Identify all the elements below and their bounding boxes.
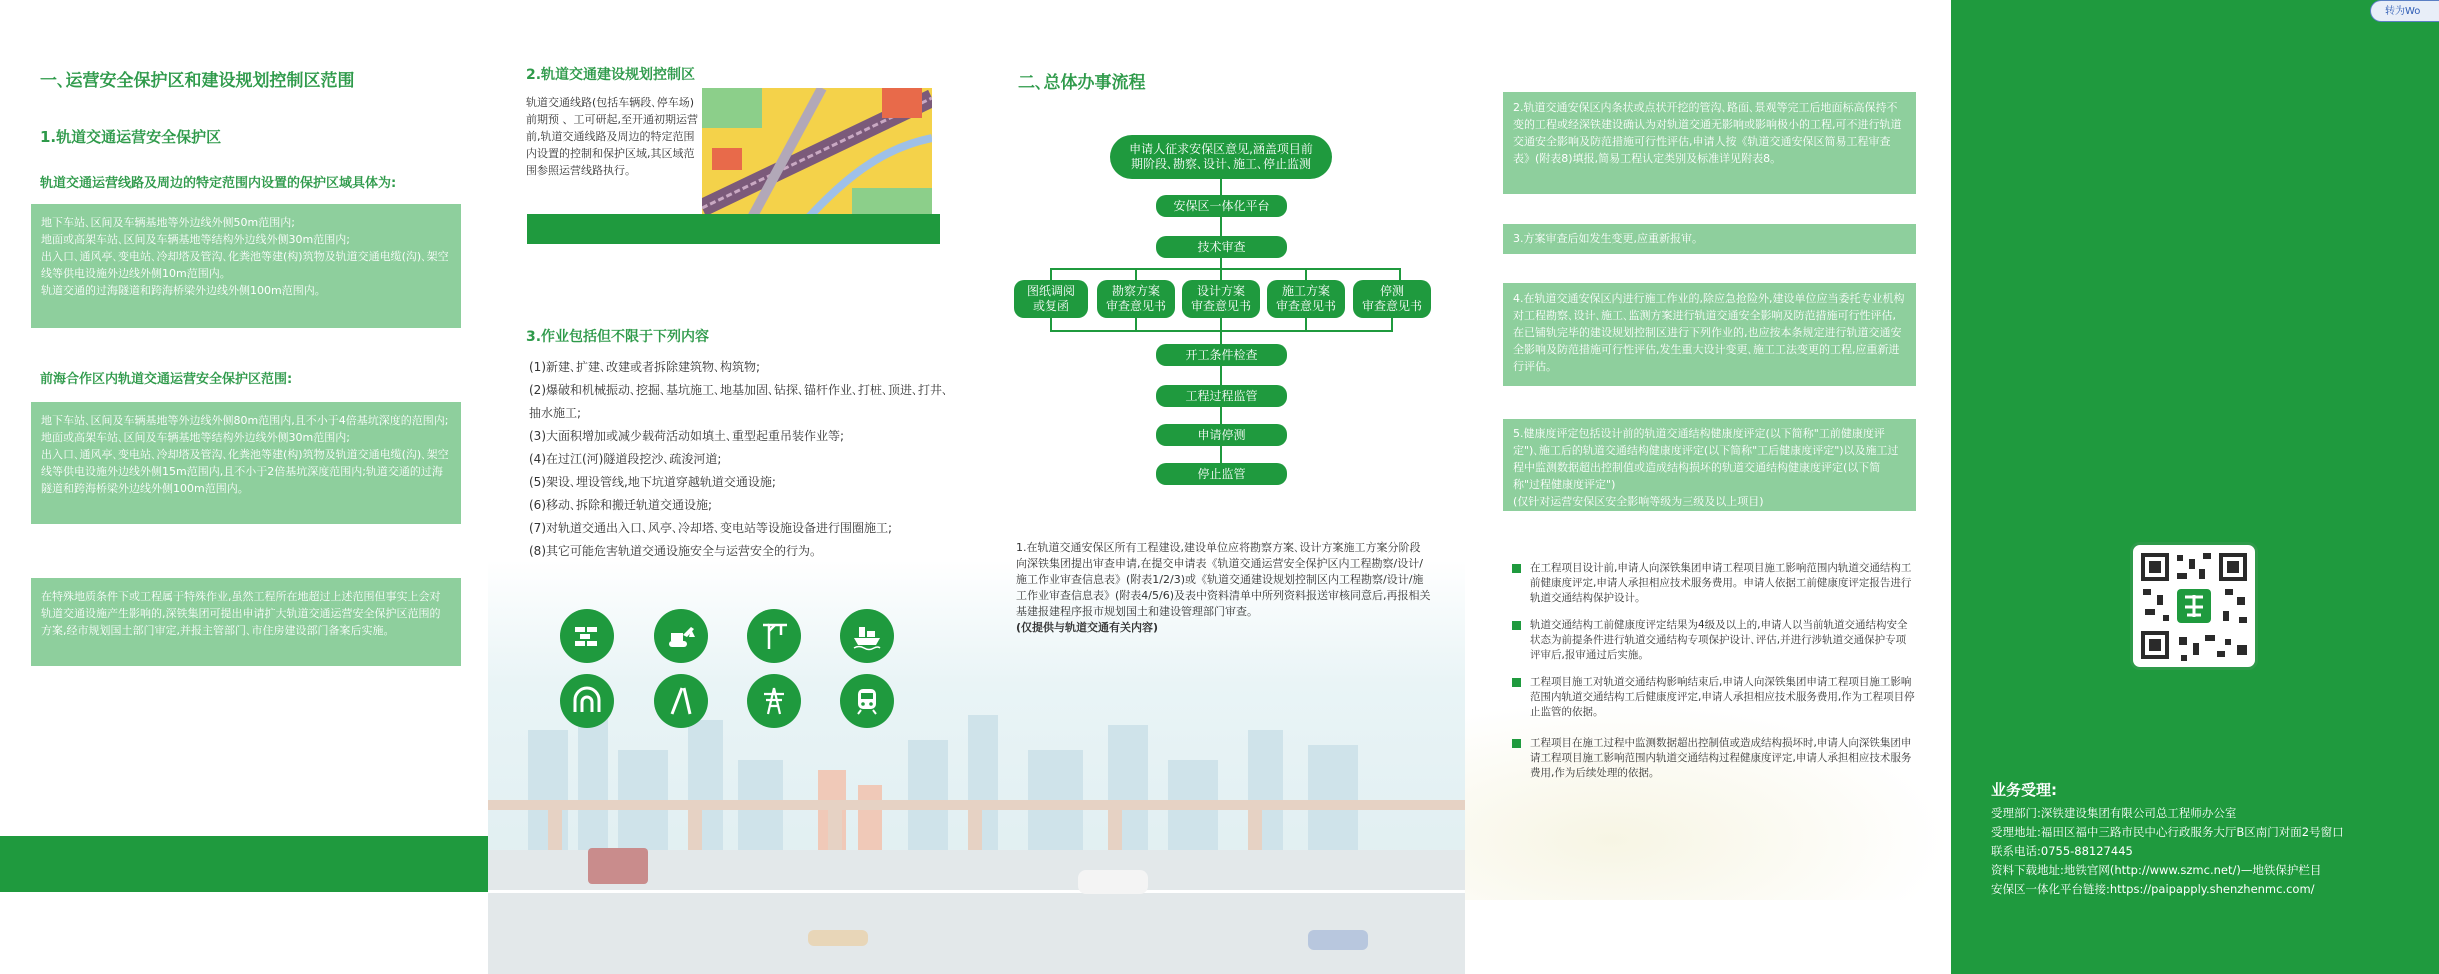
flow-connector	[1220, 217, 1222, 236]
qr-code-icon	[2133, 545, 2255, 667]
change-review-box	[1503, 224, 1916, 254]
section-1-heading: 一､运营安全保护区和建设规划控制区范围	[40, 71, 355, 91]
flow-tech-review: 技术审查	[1156, 236, 1287, 258]
subsection-3-title: 3.作业包括但不限于下列内容	[526, 329, 710, 345]
health-assessment-box	[1503, 419, 1916, 511]
flow-branch-survey: 勘察方案 审查意见书	[1097, 280, 1175, 318]
bullet-square-icon	[1512, 678, 1521, 687]
work-item: (8)其它可能危害轨道交通设施安全与运营安全的行为。	[529, 544, 823, 558]
crane-icon	[747, 609, 801, 663]
panel2-green-bar	[527, 214, 940, 244]
special-condition-box	[31, 578, 461, 666]
box-text: 4.在轨道交通安保区内进行施工作业的,除应急抢险外,建设单位应当委托专业机构对工程勘察､设计､施工､监测方案进行轨道交通安全影响及防范措施可行性评估,在已铺轨完毕的建设规划控制区进行下列作业的,也应按本条规定进行轨道交通安全影响及防范措施可行性评估,发生重大设计变更､施工工法变更的工程,应重新进行评估。	[1513, 292, 1905, 373]
bullet-square-icon	[1512, 564, 1521, 573]
list-item	[1530, 561, 1915, 606]
box2-line: 地下车站､区间及车辆基地等外边线外侧80m范围内,且不小于4倍基坑深度的范围内;	[41, 414, 449, 427]
process-note-bold: (仅提供与轨道交通有关内容)	[1016, 621, 1159, 634]
flow-connector	[1220, 446, 1222, 463]
process-note-text: 1.在轨道交通安保区所有工程建设,建设单位应将勘察方案､设计方案施工方案分阶段向深铁集团提出审查申请,在提交申请表《轨道交通运营安全保护区内工程勘察/设计/施工作业审查信息表》(附表1/2/3)或《轨道交通建设规划控制区内工程勘察/设计/施工作业审查信息表》(附表4/5/6)及表中资料清单中所列资料报送审核同意后,再报相关基建报建程序报市规划国土和建设管理部门审查。	[1016, 541, 1431, 618]
box1-line: 地面或高架车站､区间及车辆基地等结构外边线外侧30m范围内;	[41, 233, 350, 246]
city-skyline-illustration	[488, 690, 1465, 974]
panel1-bottom-band	[0, 836, 488, 892]
flow-branch-drawing: 图纸调阅 或复函	[1014, 280, 1088, 318]
box1-line: 出入口､通风亭､变电站､冷却塔及管沟､化粪池等建(构)筑物及轨道交通电缆(沟)､架空线等供电设施外边线外侧10m范围内。	[41, 250, 449, 280]
protection-range-box	[31, 204, 461, 328]
flow-connector	[1220, 179, 1222, 195]
work-item: (7)对轨道交通出入口､风亭､冷却塔､变电站等设施设备进行围圈施工;	[529, 521, 893, 535]
flow-connector	[1305, 318, 1307, 330]
contact-platform-link[interactable]: 安保区一体化平台链接:https://paipapply.shenzhenmc.com/	[1991, 882, 2315, 896]
flow-connector	[1050, 268, 1052, 280]
flow-branch-bar	[1050, 268, 1400, 270]
flow-connector	[1399, 268, 1401, 280]
flow-connector	[1135, 318, 1137, 330]
contact-lines	[1991, 804, 2431, 899]
list-item-text: 工程项目施工对轨道交通结构影响结束后,申请人向深铁集团申请工程项目施工影响范围内轨道交通结构工后健康度评定,申请人承担相应技术服务费用,作为工程项目停止监管的依据。	[1530, 676, 1915, 718]
flow-start: 申请人征求安保区意见,涵盖项目前期阶段､勘察､设计､施工､停止监测	[1110, 135, 1332, 179]
section-2-heading: 二､总体办事流程	[1018, 73, 1146, 93]
flow-branch-construction: 施工方案 审查意见书	[1267, 280, 1345, 318]
contact-download[interactable]: 资料下载地址:地铁官网(http://www.szmc.net/)—地铁保护栏目	[1991, 863, 2322, 877]
box1-line: 轨道交通的过海隧道和跨海桥梁外边线外侧100m范围内。	[41, 284, 326, 297]
box1-line: 地下车站､区间及车辆基地等外边线外侧50m范围内;	[41, 216, 295, 229]
subsection-1-title: 1.轨道交通运营安全保护区	[40, 128, 222, 146]
subsection-1-desc: 轨道交通运营线路及周边的特定范围内设置的保护区域具体为:	[40, 176, 397, 191]
work-item: (2)爆破和机械振动､挖掘､基坑施工､地基加固､钻探､锚杆作业､打桩､顶进､打井､抽水施工;	[529, 383, 949, 420]
tunnel-icon	[560, 674, 614, 728]
flow-branch-stop-test: 停测 审查意见书	[1353, 280, 1431, 318]
contact-title: 业务受理:	[1991, 781, 2057, 799]
contact-phone: 联系电话:0755-88127445	[1991, 844, 2133, 858]
list-item-text: 在工程项目设计前,申请人向深铁集团申请工程项目施工影响范围内轨道交通结构工前健康度评定,申请人承担相应技术服务费用。申请人依据工前健康度评定报告进行轨道交通结构保护设计。	[1530, 562, 1912, 604]
box-text: 2.轨道交通安保区内条状或点状开挖的管沟､路面､景观等完工后地面标高保持不变的工程或经深铁建设确认为对轨道交通无影响或影响极小的工程,可不进行轨道交通安全影响及防范措施可行性评估,申请人按《轨道交通安保区简易工程审查表》(附表8)填报,简易工程认定类别及标准详见附表8。	[1513, 101, 1902, 165]
contact-dept: 受理部门:深铁建设集团有限公司总工程师办公室	[1991, 806, 2237, 820]
list-item	[1530, 675, 1915, 720]
flow-connector	[1220, 258, 1222, 268]
flow-start-check: 开工条件检查	[1156, 344, 1287, 366]
box-text: 5.健康度评定包括设计前的轨道交通结构健康度评定(以下简称"工前健康度评定")､施工后的轨道交通结构健康度评定(以下简称"工后健康度评定")以及施工过程中监测数据超出控制值或造成结构损坏的轨道交通结构健康度评定(以下简称"过程健康度评定") (仅针对运营安保区安全影响等级为三级及以上项目)	[1513, 427, 1899, 508]
flow-connector	[1220, 366, 1222, 385]
train-icon	[840, 674, 894, 728]
list-item	[1530, 618, 1915, 663]
convert-button-label: 转为Wo	[2385, 6, 2421, 17]
qianhai-range-title: 前海合作区内轨道交通运营安全保护区范围:	[40, 372, 293, 387]
bullet-square-icon	[1512, 621, 1521, 630]
excavator-icon	[654, 609, 708, 663]
work-item: (5)架设､埋设管线,地下坑道穿越轨道交通设施;	[529, 475, 776, 489]
flow-connector	[1305, 268, 1307, 280]
flow-connector	[1220, 330, 1222, 344]
convert-button[interactable]	[2370, 0, 2439, 22]
work-item: (6)移动､拆除和搬迁轨道交通设施;	[529, 498, 713, 512]
box-text: 3.方案审查后如发生变更,应重新报审。	[1513, 232, 1703, 245]
ship-icon	[840, 609, 894, 663]
power-tower-icon	[747, 674, 801, 728]
road-icon	[654, 674, 708, 728]
flow-apply-stop-test: 申请停测	[1156, 424, 1287, 446]
flow-stop-supervision: 停止监管	[1156, 463, 1287, 485]
list-item-text: 轨道交通结构工前健康度评定结果为4级及以上的,申请人以当前轨道交通结构安全状态为前提条件进行轨道交通结构专项保护设计､评估,并进行涉轨道交通保护专项评审后,报审通过后实施。	[1530, 619, 1908, 661]
subsection-2-title: 2.轨道交通建设规划控制区	[526, 67, 696, 83]
flow-connector	[1050, 318, 1052, 330]
flow-connector	[1391, 318, 1393, 330]
work-items-list	[529, 356, 949, 563]
work-item: (3)大面积增加或减少载荷活动如填土､重型起重吊装作业等;	[529, 429, 845, 443]
box3-text: 在特殊地质条件下或工程属于特殊作业,虽然工程所在地超过上述范围但事实上会对轨道交通设施产生影响的,深铁集团可提出申请扩大轨道交通运营安全保护区范围的方案,经市规划国土部门审定,并报主管部门､市住房建设部门备案后实施。	[41, 590, 441, 637]
list-item-text: 工程项目在施工过程中监测数据超出控制值或造成结构损坏时,申请人向深铁集团申请工程项目施工影响范围内轨道交通结构过程健康度评定,申请人承担相应技术服务费用,作为后续处理的依据。	[1530, 737, 1912, 779]
flow-platform: 安保区一体化平台	[1156, 195, 1287, 217]
work-item: (4)在过江(河)隧道段挖沙､疏浚河道;	[529, 452, 722, 466]
simple-project-box	[1503, 92, 1916, 194]
flow-connector	[1135, 268, 1137, 280]
process-note	[1016, 540, 1431, 636]
panel4-bg-lines	[1465, 700, 1951, 900]
assessment-box	[1503, 283, 1916, 386]
flow-process-supervision: 工程过程监管	[1156, 385, 1287, 407]
qr-code[interactable]	[2130, 542, 2258, 670]
flow-connector	[1220, 318, 1222, 330]
box2-line: 地面或高架车站､区间及车辆基地等结构外边线外侧30m范围内;	[41, 431, 350, 444]
flow-branch-design: 设计方案 审查意见书	[1182, 280, 1260, 318]
box2-line: 出入口､通风亭､变电站､冷却塔及管沟､化粪池等建(构)筑物及轨道交通电缆(沟)､架空线等供电设施外边线外侧15m范围内,且不小于2倍基坑深度范围内;轨道交通的过海隧道和跨海桥梁外边线外侧100m范围内。	[41, 448, 449, 495]
list-item	[1530, 736, 1915, 781]
bullet-square-icon	[1512, 739, 1521, 748]
flow-connector	[1220, 268, 1222, 280]
wall-icon	[560, 609, 614, 663]
control-zone-text: 轨道交通线路(包括车辆段､停车场)前期预 、工可研起,至开通初期运营前,轨道交通线路及周边的特定范围内设置的控制和保护区域,其区域范围参照运营线路执行。	[526, 96, 698, 177]
qianhai-range-box	[31, 402, 461, 524]
flow-connector	[1220, 407, 1222, 424]
work-item: (1)新建､扩建､改建或者拆除建筑物､构筑物;	[529, 360, 761, 374]
contact-address: 受理地址:福田区福中三路市民中心行政服务大厅B区南门对面2号窗口	[1991, 825, 2344, 839]
